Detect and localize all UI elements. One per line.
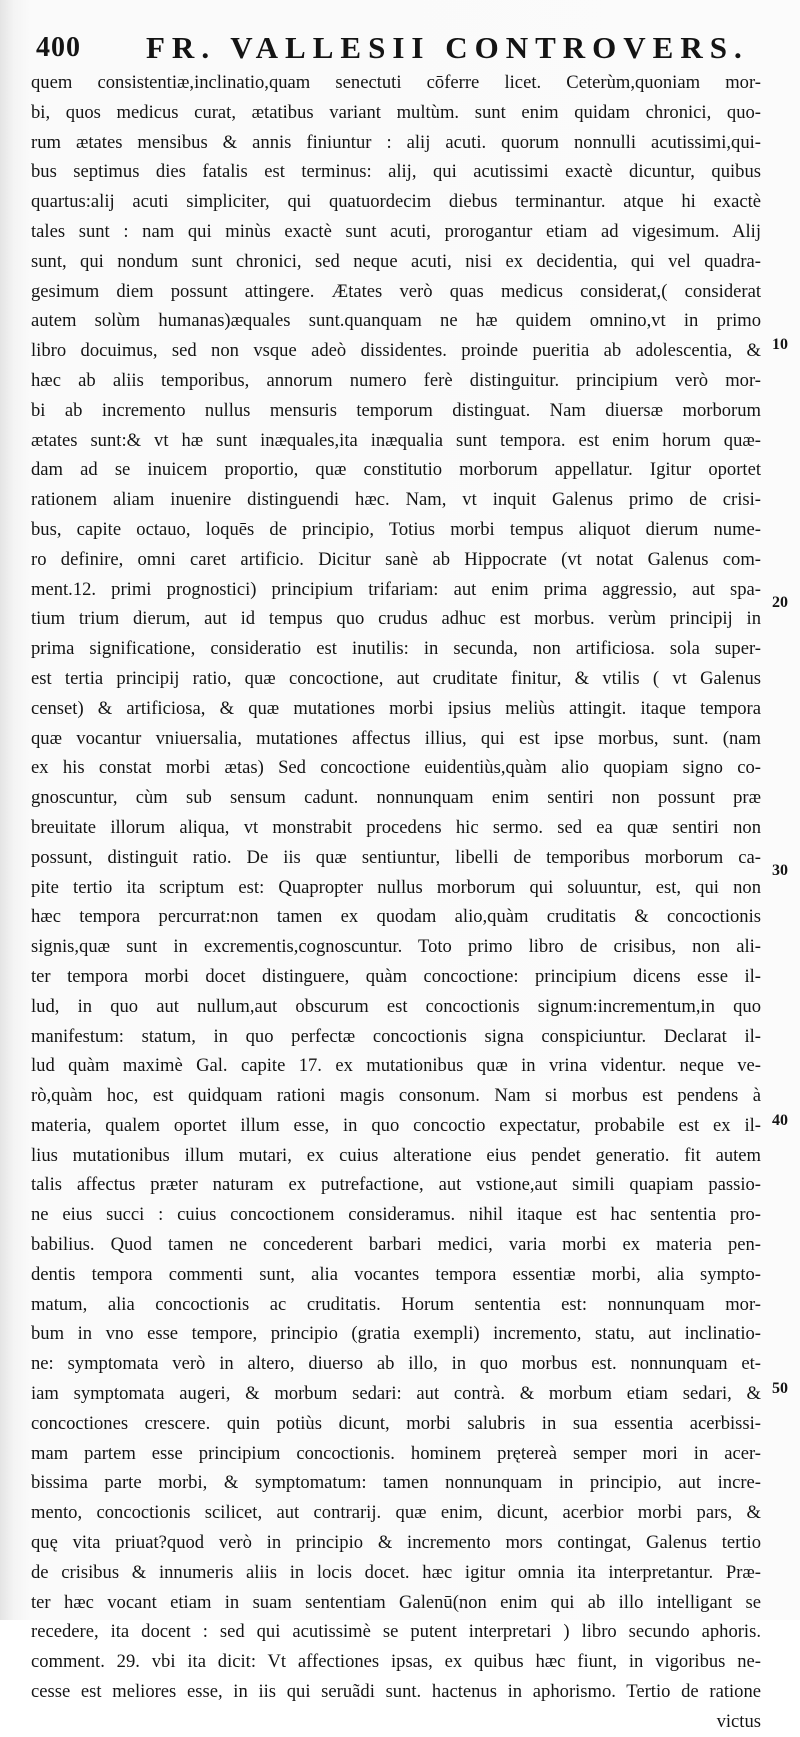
text-line: ro definire, omni caret artificio. Dicitur sanè ab Hippocrate (vt notat Galenus com- bbox=[31, 548, 761, 570]
text-line: ter tempora morbi docet distinguere, quàm concoctione: principium dicens esse il- bbox=[31, 965, 761, 987]
text-line: ex his constat morbi ætas) Sed concoctione euidentiùs,quàm alio quopiam signo co- bbox=[31, 757, 761, 779]
text-line: lius mutationibus illum mutari, ex cuius alteratione eius pendet generatio. fit autem bbox=[31, 1144, 761, 1166]
text-line: rationem aliam inuenire distinguendi hæc. Nam, vt inquit Galenus primo de crisi- bbox=[31, 489, 761, 511]
text-line: bi, quos medicus curat, ætatibus variant multùm. sunt enim quidam chronici, quo- bbox=[31, 101, 761, 123]
text-line: quartus:alij acuti simpliciter, qui quatuordecim diebus terminantur. atque hi exactè bbox=[31, 191, 761, 213]
text-line: gnoscuntur, cùm sub sensum cadunt. nonnunquam enim sentiri non possunt præ bbox=[31, 787, 761, 809]
text-line: bissima parte morbi, & symptomatum: tamen nonnunquam in principio, aut incre- bbox=[31, 1472, 761, 1494]
text-line: lud, in quo aut nullum,aut obscurum est concoctionis signum:incrementum,in quo bbox=[31, 995, 761, 1017]
margin-line-number: 40 bbox=[772, 1112, 788, 1129]
text-line: ætates sunt:& vt hæ sunt inæquales,ita inæqualia sunt tempora. est enim horum quæ- bbox=[31, 429, 761, 451]
text-line: de crisibus & innumeris aliis in locis docet. hæc igitur omnia ita interpretantur. Præ- bbox=[31, 1561, 761, 1583]
text-line: libro docuimus, sed non vsque adeò dissidentes. proinde pueritia ab adolescentia, & bbox=[31, 340, 761, 362]
text-line: gesimum diem possunt attingere. Ætates verò quas medicus considerat,( considerat bbox=[31, 280, 761, 302]
text-line: bus, capite octauo, loquēs de principio, Totius morbi tempus aliquot dierum nume- bbox=[31, 518, 761, 540]
text-line: sunt, qui nondum sunt chronici, sed neque acuti, nisi ex decidentia, qui vel quadra- bbox=[31, 250, 761, 272]
text-line: dentis tempora commenti sunt, alia vocantes tempora essentiæ morbi, alia sympto- bbox=[31, 1263, 761, 1285]
text-line: talis affectus præter naturam ex putrefactione, aut vstione,aut simili quapiam passio- bbox=[31, 1174, 761, 1196]
page-number: 400 bbox=[36, 32, 81, 63]
margin-line-number: 30 bbox=[772, 862, 788, 879]
text-line: ne eius succi : cuius concoctionem consideramus. nihil itaque est hac sententia pro- bbox=[31, 1204, 761, 1226]
text-line: ne: symptomata verò in altero, diuerso ab illo, in quo morbus est. nonnunquam et- bbox=[31, 1353, 761, 1375]
running-head bbox=[36, 26, 786, 66]
text-line: comment. 29. vbi ita dicit: Vt affectiones ipsas, ex quibus hæc fiunt, in vigoribus ne- bbox=[31, 1651, 761, 1673]
text-line: tales sunt : nam qui minùs exactè sunt acuti, prorogantur etiam ad vigesimum. Alij bbox=[31, 220, 761, 242]
text-line: bi ab incremento nullus mensuris temporum distinguat. Nam diuersæ morborum bbox=[31, 399, 761, 421]
text-line: babilius. Quod tamen ne concederent barbari medici, varia morbi ex materia pen- bbox=[31, 1234, 761, 1256]
text-line: quem consistentiæ,inclinatio,quam senectuti cōferre licet. Ceterùm,quoniam mor- bbox=[31, 72, 761, 93]
text-line: rum ætates mensibus & annis finiuntur : alij acuti. quorum nonnulli acutissimi,qui- bbox=[31, 131, 761, 153]
text-line: cesse est meliores esse, in iis qui seruãdi sunt. hactenus in aphorismo. Tertio de ratione bbox=[31, 1681, 761, 1703]
margin-line-number: 20 bbox=[772, 594, 788, 611]
text-line: rò,quàm hoc, est quidquam rationi magis consonum. Nam si morbus est pendens à bbox=[31, 1085, 761, 1107]
text-line: autem solùm humanas)æquales sunt.quanquam ne hæ quidem omnino,vt in primo bbox=[31, 310, 761, 332]
text-line: iam symptomata augeri, & morbum sedari: aut contrà. & morbum etiam sedari, & bbox=[31, 1383, 761, 1405]
text-line: concoctiones crescere. quin potiùs dicunt, morbi salubris in sua essentia acerbissi- bbox=[31, 1412, 761, 1434]
text-line: tium trium dierum, aut id tempus quo crudus adhuc est morbus. verùm principij in bbox=[31, 608, 761, 630]
text-line: materia, qualem oportet illum esse, in quo concoctio expectatur, probabile est ex il- bbox=[31, 1114, 761, 1136]
text-line: bum in vno esse tempore, principio (gratia exempli) incremento, statu, aut inclinatio- bbox=[31, 1323, 761, 1345]
text-line: signis,quæ sunt in excrementis,cognoscuntur. Toto primo libro de crisibus, non ali- bbox=[31, 936, 761, 958]
text-line: pite tertio ita scriptum est: Quapropter nullus morborum qui soluuntur, est, qui non bbox=[31, 876, 761, 898]
text-line: hæc ab aliis temporibus, annorum numero ferè distinguitur. principium verò mor- bbox=[31, 369, 761, 391]
text-line: quæ vocantur vniuersalia, mutationes affectus illius, qui est ipse morbus, sunt. (nam bbox=[31, 727, 761, 749]
text-line: prima significatione, consideratio est inutilis: in secunda, non artificiosa. sola super- bbox=[31, 638, 761, 660]
text-line: censet) & artificiosa, & quæ mutationes morbi ipsius meliùs attingit. itaque tempora bbox=[31, 697, 761, 719]
text-line: possunt, distinguit ratio. De iis quæ sentiuntur, libelli de temporibus morborum ca- bbox=[31, 846, 761, 868]
text-line: mento, concoctionis scilicet, aut contrarij. quæ enim, dicunt, acerbior morbi pars, & bbox=[31, 1502, 761, 1524]
text-line: ment.12. primi prognostici) principium trifariam: aut enim prima aggressio, aut spa- bbox=[31, 578, 761, 600]
text-line: est tertia principij ratio, quæ concoctione, aut cruditate finitur, & vtilis ( vt Galenus bbox=[31, 667, 761, 689]
text-line: hæc tempora percurrat:non tamen ex quodam alio,quàm cruditatis & concoctionis bbox=[31, 906, 761, 928]
text-line: quę vita priuat?quod verò in principio & incremento mors contingat, Galenus tertio bbox=[31, 1532, 761, 1554]
text-line: bus septimus dies fatalis est terminus: alij, qui acutissimi exactè dicuntur, quibus bbox=[31, 161, 761, 183]
text-line: recedere, ita docent : sed qui acutissimè se putent interpretari ) libro secundo aphoris. bbox=[31, 1621, 761, 1643]
margin-line-number: 50 bbox=[772, 1380, 788, 1397]
text-line: mam partem esse principium concoctionis. hominem prętereà semper mori in acer- bbox=[31, 1442, 761, 1464]
running-title: FR. VALLESII CONTROVERS. bbox=[146, 30, 749, 65]
text-line: victus bbox=[716, 1710, 761, 1732]
text-line: breuitate illorum aliqua, vt monstrabit procedens hic sermo. sed ea quæ sentiri non bbox=[31, 816, 761, 838]
text-line: dam ad se inuicem proportio, quæ constitutio morborum appellatur. Igitur oportet bbox=[31, 459, 761, 481]
body-text bbox=[31, 68, 761, 1737]
margin-line-number: 10 bbox=[772, 336, 788, 353]
text-line: manifestum: statum, in quo perfectæ concoctionis signa conspiciuntur. Declarat il- bbox=[31, 1025, 761, 1047]
text-line: ter hæc vocant etiam in suam sententiam Galenū(non enim qui ab illo intelligant se bbox=[31, 1591, 761, 1613]
text-line: matum, alia concoctionis ac cruditatis. Horum sententia est: nonnunquam mor- bbox=[31, 1293, 761, 1315]
text-line: lud quàm maximè Gal. capite 17. ex mutationibus quæ in vrina videntur. neque ve- bbox=[31, 1055, 761, 1077]
